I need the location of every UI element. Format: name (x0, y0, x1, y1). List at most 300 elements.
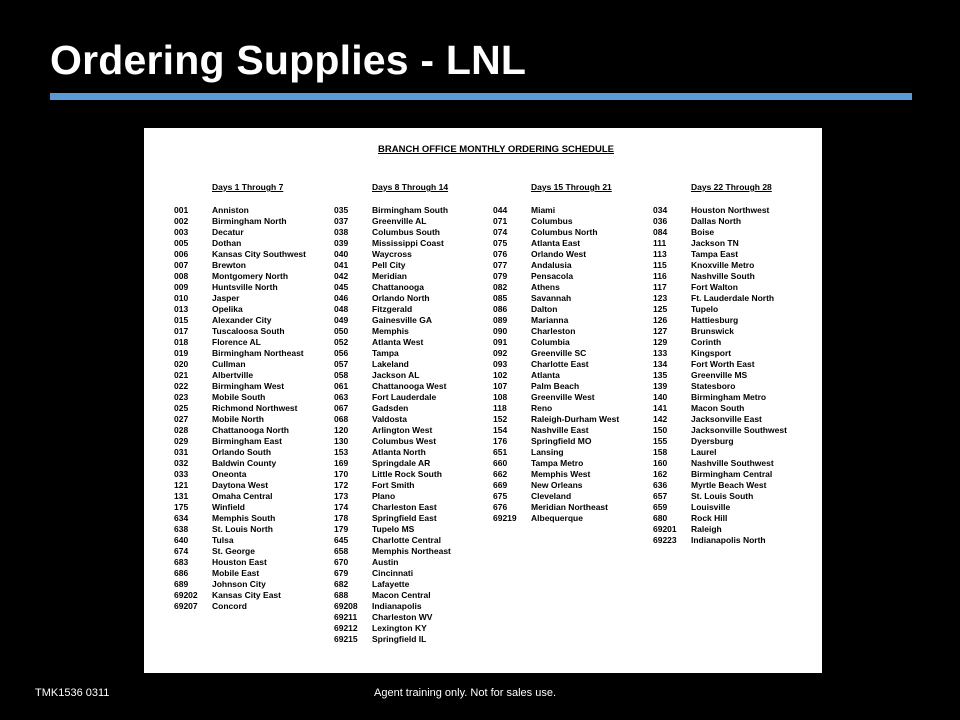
branch-row (174, 282, 306, 293)
branch-name: Macon Central (372, 590, 431, 600)
branch-name: St. George (212, 546, 255, 556)
branch-row (653, 304, 787, 315)
branch-name: Waycross (372, 249, 412, 259)
branch-code: 021 (174, 370, 189, 380)
branch-name: Palm Beach (531, 381, 580, 391)
branch-code: 079 (493, 271, 508, 281)
branch-code: 090 (493, 326, 508, 336)
column-header: Days 1 Through 7 (212, 182, 284, 192)
branch-code: 091 (493, 337, 508, 347)
branch-code: 125 (653, 304, 668, 314)
branch-code: 133 (653, 348, 668, 358)
branch-name: New Orleans (531, 480, 583, 490)
branch-code: 638 (174, 524, 189, 534)
branch-name: Lansing (531, 447, 564, 457)
branch-name: Birmingham North (212, 216, 287, 226)
branch-row (493, 326, 619, 337)
branch-row (653, 337, 787, 348)
branch-row (493, 348, 619, 359)
branch-row (334, 304, 451, 315)
branch-code: 085 (493, 293, 508, 303)
branch-row (334, 359, 451, 370)
column-header: Days 22 Through 28 (691, 182, 772, 192)
branch-row (334, 414, 451, 425)
branch-code: 680 (653, 513, 668, 523)
branch-name: Huntsville North (212, 282, 278, 292)
branch-row (493, 337, 619, 348)
branch-code: 045 (334, 282, 349, 292)
branch-code: 158 (653, 447, 668, 457)
branch-row (174, 304, 306, 315)
branch-code: 178 (334, 513, 349, 523)
branch-code: 669 (493, 480, 508, 490)
branch-row (174, 227, 306, 238)
branch-row (334, 601, 451, 612)
branch-code: 69211 (334, 612, 358, 622)
branch-code: 049 (334, 315, 349, 325)
branch-code: 140 (653, 392, 668, 402)
branch-row (174, 293, 306, 304)
branch-code: 035 (334, 205, 349, 215)
branch-row (653, 425, 787, 436)
branch-code: 659 (653, 502, 668, 512)
branch-name: St. Louis North (212, 524, 273, 534)
branch-name: Albequerque (531, 513, 583, 523)
branch-name: Birmingham Northeast (212, 348, 304, 358)
branch-row (334, 348, 451, 359)
branch-row (493, 414, 619, 425)
branch-name: St. Louis South (691, 491, 754, 501)
branch-name: Dalton (531, 304, 558, 314)
branch-row (653, 359, 787, 370)
branch-row (493, 491, 619, 502)
branch-row (174, 381, 306, 392)
branch-row (174, 425, 306, 436)
branch-row (334, 205, 451, 216)
branch-row (334, 271, 451, 282)
branch-code: 121 (174, 480, 189, 490)
branch-code: 008 (174, 271, 189, 281)
column-header: Days 8 Through 14 (372, 182, 449, 192)
branch-row (334, 524, 451, 535)
branch-code: 658 (334, 546, 349, 556)
branch-row (334, 579, 451, 590)
branch-name: Fort Worth East (691, 359, 755, 369)
branch-name: Memphis South (212, 513, 276, 523)
branch-code: 142 (653, 414, 668, 424)
branch-name: Omaha Central (212, 491, 273, 501)
branch-code: 170 (334, 469, 349, 479)
branch-row (493, 502, 619, 513)
branch-row (493, 205, 619, 216)
branch-row (653, 271, 787, 282)
branch-code: 123 (653, 293, 668, 303)
branch-row (493, 513, 619, 524)
branch-row (334, 403, 451, 414)
branch-row (653, 293, 787, 304)
branch-name: Rock Hill (691, 513, 728, 523)
branch-row (653, 535, 787, 546)
branch-code: 674 (174, 546, 189, 556)
branch-row (334, 612, 451, 623)
branch-name: Tampa East (691, 249, 739, 259)
branch-code: 067 (334, 403, 349, 413)
branch-name: Nashville East (531, 425, 589, 435)
branch-code: 005 (174, 238, 189, 248)
branch-name: Laurel (691, 447, 717, 457)
branch-name: Kansas City East (212, 590, 281, 600)
branch-name: Atlanta (531, 370, 560, 380)
branch-row (493, 249, 619, 260)
branch-row (493, 480, 619, 491)
branch-name: Athens (531, 282, 560, 292)
branch-name: Tuscaloosa South (212, 326, 285, 336)
branch-name: Cullman (212, 359, 246, 369)
branch-row (334, 535, 451, 546)
branch-code: 038 (334, 227, 349, 237)
branch-code: 015 (174, 315, 189, 325)
branch-code: 113 (653, 249, 667, 259)
branch-name: Jacksonville Southwest (691, 425, 787, 435)
branch-code: 118 (493, 403, 507, 413)
branch-row (493, 238, 619, 249)
branch-name: Charleston WV (372, 612, 433, 622)
branch-row (174, 315, 306, 326)
branch-row (653, 370, 787, 381)
branch-name: Macon South (691, 403, 745, 413)
branch-row (174, 469, 306, 480)
branch-row (174, 436, 306, 447)
branch-row (493, 403, 619, 414)
branch-code: 679 (334, 568, 349, 578)
branch-row (174, 260, 306, 271)
branch-row (653, 216, 787, 227)
branch-code: 120 (334, 425, 349, 435)
branch-code: 009 (174, 282, 189, 292)
branch-code: 127 (653, 326, 668, 336)
branch-row (334, 491, 451, 502)
branch-row (174, 337, 306, 348)
branch-code: 160 (653, 458, 668, 468)
branch-name: Indianapolis (372, 601, 422, 611)
branch-name: Brewton (212, 260, 246, 270)
branch-code: 141 (653, 403, 668, 413)
branch-row (653, 205, 787, 216)
branch-name: Corinth (691, 337, 722, 347)
branch-name: Atlanta East (531, 238, 581, 248)
branch-code: 111 (653, 238, 667, 248)
branch-name: Springfield East (372, 513, 437, 523)
branch-name: Fort Lauderdale (372, 392, 437, 402)
branch-name: Charleston East (372, 502, 437, 512)
branch-code: 662 (493, 469, 508, 479)
schedule-column-days-8-14 (334, 182, 451, 645)
branch-name: Montgomery North (212, 271, 289, 281)
branch-name: Houston East (212, 557, 267, 567)
branch-name: Brunswick (691, 326, 734, 336)
branch-row (653, 403, 787, 414)
branch-code: 063 (334, 392, 349, 402)
branch-row (174, 447, 306, 458)
branch-row (334, 227, 451, 238)
branch-code: 117 (653, 282, 667, 292)
column-header: Days 15 Through 21 (531, 182, 612, 192)
branch-name: Mobile South (212, 392, 266, 402)
branch-row (653, 249, 787, 260)
branch-row (334, 590, 451, 601)
branch-code: 068 (334, 414, 349, 424)
branch-name: Orlando South (212, 447, 272, 457)
branch-row (653, 392, 787, 403)
branch-row (334, 238, 451, 249)
branch-row (653, 348, 787, 359)
branch-code: 003 (174, 227, 189, 237)
branch-name: Birmingham Central (691, 469, 773, 479)
branch-name: Jackson TN (691, 238, 739, 248)
branch-name: Tampa (372, 348, 399, 358)
branch-name: Columbia (531, 337, 570, 347)
branch-row (493, 282, 619, 293)
branch-row (334, 392, 451, 403)
branch-row (174, 249, 306, 260)
branch-code: 69215 (334, 634, 358, 644)
branch-row (174, 502, 306, 513)
branch-row (174, 271, 306, 282)
branch-row (174, 392, 306, 403)
branch-name: Lafayette (372, 579, 410, 589)
branch-row (174, 568, 306, 579)
branch-code: 640 (174, 535, 189, 545)
branch-code: 150 (653, 425, 668, 435)
branch-row (174, 579, 306, 590)
branch-row (493, 359, 619, 370)
branch-code: 046 (334, 293, 349, 303)
branch-code: 037 (334, 216, 349, 226)
branch-code: 675 (493, 491, 508, 501)
branch-name: Baldwin County (212, 458, 277, 468)
branch-code: 135 (653, 370, 668, 380)
branch-row (334, 370, 451, 381)
branch-row (334, 458, 451, 469)
branch-row (334, 293, 451, 304)
branch-row (334, 480, 451, 491)
branch-name: Birmingham South (372, 205, 449, 215)
branch-code: 154 (493, 425, 508, 435)
branch-code: 153 (334, 447, 349, 457)
branch-name: Greenville MS (691, 370, 748, 380)
branch-name: Winfield (212, 502, 245, 512)
branch-name: Plano (372, 491, 396, 501)
branch-row (334, 249, 451, 260)
branch-list (174, 205, 306, 612)
branch-row (174, 458, 306, 469)
branch-name: Decatur (212, 227, 244, 237)
branch-row (653, 260, 787, 271)
branch-row (493, 315, 619, 326)
document-heading: BRANCH OFFICE MONTHLY ORDERING SCHEDULE (378, 144, 614, 155)
branch-code: 023 (174, 392, 189, 402)
branch-name: Mississippi Coast (372, 238, 444, 248)
branch-code: 089 (493, 315, 508, 325)
branch-code: 041 (334, 260, 349, 270)
branch-code: 076 (493, 249, 508, 259)
branch-row (653, 480, 787, 491)
branch-name: Meridian Northeast (531, 502, 608, 512)
branch-row (174, 348, 306, 359)
branch-row (493, 436, 619, 447)
branch-row (174, 524, 306, 535)
branch-name: Arlington West (372, 425, 433, 435)
branch-code: 052 (334, 337, 349, 347)
branch-name: Memphis West (531, 469, 591, 479)
branch-name: Hattiesburg (691, 315, 739, 325)
branch-code: 017 (174, 326, 189, 336)
branch-row (653, 491, 787, 502)
branch-name: Springdale AR (372, 458, 431, 468)
branch-code: 071 (493, 216, 508, 226)
branch-code: 027 (174, 414, 189, 424)
branch-name: Raleigh (691, 524, 722, 534)
branch-row (653, 315, 787, 326)
branch-row (174, 326, 306, 337)
branch-name: Johnson City (212, 579, 266, 589)
branch-row (653, 227, 787, 238)
branch-code: 056 (334, 348, 349, 358)
branch-name: Memphis Northeast (372, 546, 451, 556)
branch-row (334, 634, 451, 645)
branch-code: 636 (653, 480, 668, 490)
branch-name: Tulsa (212, 535, 234, 545)
branch-code: 075 (493, 238, 508, 248)
branch-name: Knoxville Metro (691, 260, 755, 270)
branch-row (653, 326, 787, 337)
branch-code: 048 (334, 304, 349, 314)
branch-row (334, 513, 451, 524)
branch-name: Atlanta West (372, 337, 424, 347)
branch-row (334, 337, 451, 348)
branch-row (493, 469, 619, 480)
branch-name: Louisville (691, 502, 731, 512)
branch-name: Charlotte Central (372, 535, 441, 545)
branch-name: Andalusia (531, 260, 572, 270)
branch-row (334, 502, 451, 513)
branch-row (653, 238, 787, 249)
branch-row (653, 447, 787, 458)
branch-row (174, 370, 306, 381)
branch-name: Jasper (212, 293, 240, 303)
branch-row (653, 282, 787, 293)
branch-row (493, 425, 619, 436)
schedule-column-days-15-21 (493, 182, 619, 524)
branch-name: Cleveland (531, 491, 572, 501)
branch-code: 107 (493, 381, 508, 391)
branch-row (334, 381, 451, 392)
branch-name: Nashville Southwest (691, 458, 774, 468)
branch-list (493, 205, 619, 524)
branch-name: Memphis (372, 326, 409, 336)
branch-code: 139 (653, 381, 668, 391)
schedule-column-days-22-28 (653, 182, 787, 546)
branch-row (174, 480, 306, 491)
branch-name: Columbus West (372, 436, 437, 446)
branch-code: 134 (653, 359, 668, 369)
branch-row (334, 447, 451, 458)
branch-code: 130 (334, 436, 349, 446)
branch-code: 174 (334, 502, 349, 512)
branch-code: 129 (653, 337, 668, 347)
branch-row (493, 381, 619, 392)
branch-name: Birmingham West (212, 381, 285, 391)
branch-code: 002 (174, 216, 189, 226)
branch-code: 155 (653, 436, 668, 446)
branch-code: 69219 (493, 513, 517, 523)
branch-name: Dallas North (691, 216, 742, 226)
branch-name: Orlando North (372, 293, 430, 303)
branch-code: 057 (334, 359, 349, 369)
branch-row (653, 458, 787, 469)
ordering-schedule-document (144, 128, 822, 673)
branch-row (334, 546, 451, 557)
branch-name: Greenville SC (531, 348, 587, 358)
branch-row (493, 447, 619, 458)
branch-code: 032 (174, 458, 189, 468)
branch-code: 001 (174, 205, 189, 215)
branch-name: Charleston (531, 326, 576, 336)
branch-name: Tampa Metro (531, 458, 584, 468)
branch-name: Little Rock South (372, 469, 442, 479)
branch-row (653, 381, 787, 392)
branch-name: Lakeland (372, 359, 409, 369)
branch-code: 050 (334, 326, 349, 336)
branch-name: Pensacola (531, 271, 574, 281)
branch-code: 006 (174, 249, 189, 259)
branch-code: 115 (653, 260, 667, 270)
branch-name: Boise (691, 227, 715, 237)
branch-name: Jackson AL (372, 370, 420, 380)
branch-name: Gadsden (372, 403, 409, 413)
branch-list (653, 205, 787, 546)
branch-code: 082 (493, 282, 508, 292)
branch-code: 69207 (174, 601, 198, 611)
branch-name: Mobile East (212, 568, 260, 578)
branch-name: Anniston (212, 205, 249, 215)
document-heading-wrap (144, 144, 822, 156)
branch-name: Meridian (372, 271, 407, 281)
branch-code: 152 (493, 414, 508, 424)
branch-name: Mobile North (212, 414, 264, 424)
slide-title: Ordering Supplies - LNL (50, 37, 527, 83)
branch-code: 102 (493, 370, 508, 380)
branch-code: 058 (334, 370, 349, 380)
branch-code: 176 (493, 436, 508, 446)
branch-row (334, 623, 451, 634)
branch-name: Fort Smith (372, 480, 415, 490)
branch-row (174, 546, 306, 557)
branch-name: Miami (531, 205, 556, 215)
branch-name: Pell City (372, 260, 406, 270)
branch-code: 69201 (653, 524, 677, 534)
branch-name: Orlando West (531, 249, 587, 259)
branch-name: Greenville West (531, 392, 595, 402)
branch-name: Columbus (531, 216, 573, 226)
branch-name: Austin (372, 557, 399, 567)
branch-code: 029 (174, 436, 189, 446)
branch-row (174, 601, 306, 612)
branch-name: Columbus North (531, 227, 598, 237)
branch-name: Chattanooga (372, 282, 424, 292)
branch-code: 162 (653, 469, 668, 479)
branch-name: Charlotte East (531, 359, 589, 369)
